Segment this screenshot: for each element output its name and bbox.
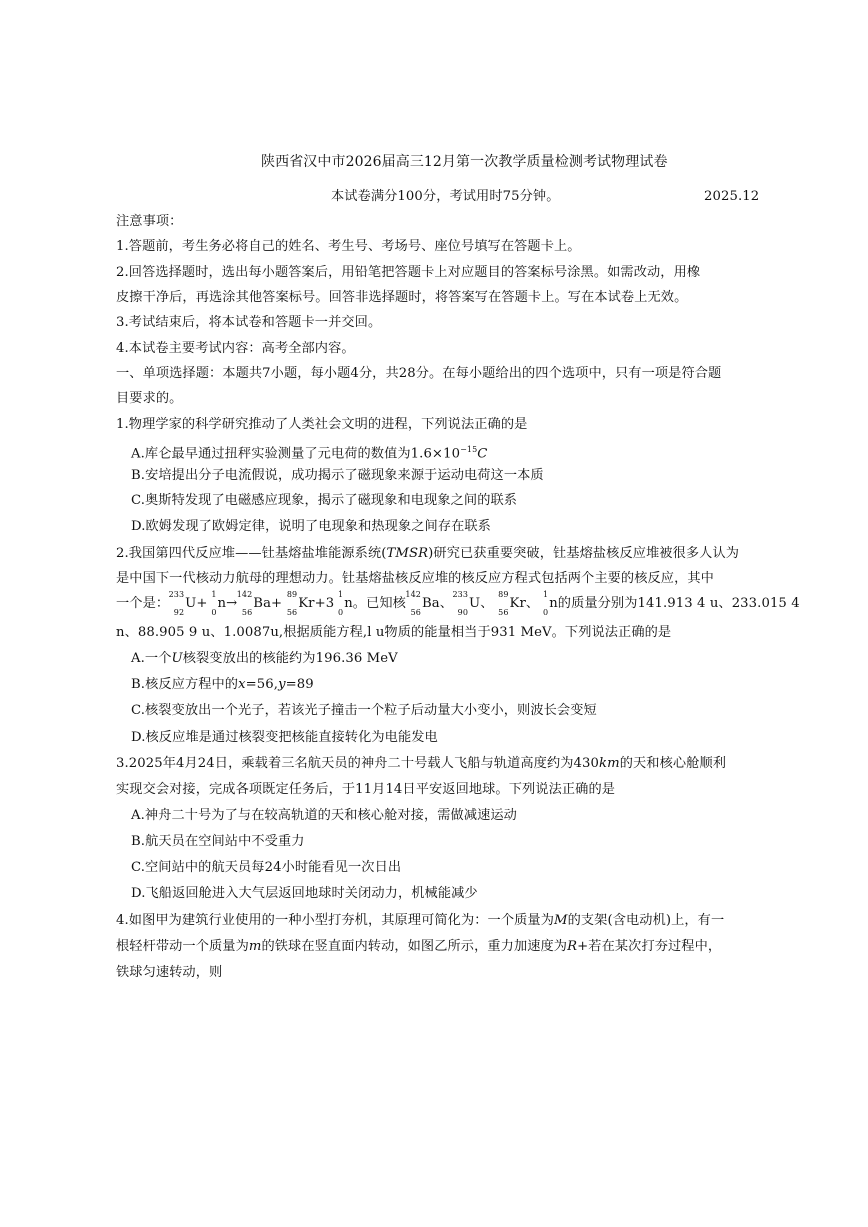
page-title: 陕西省汉中市2026届高三12月第一次教学质量检测考试物理试卷	[261, 154, 668, 170]
section-heading: 一、单项选择题：本题共7小题，每小题4分，共28分。在每小题给出的四个选项中，只有一项是符合题	[116, 366, 722, 381]
notice-item-4: 4.本试卷主要考试内容：高考全部内容。	[116, 341, 355, 356]
q4-stem-line3: 铁球匀速转动，则	[116, 965, 223, 980]
q1-option-a-text: A.库仑最早通过扭秤实验测量了元电荷的数值为1.6×10	[131, 446, 461, 462]
q1-option-a	[131, 441, 487, 463]
q3-stem-line2: 实现交会对接，完成各项既定任务后，于11月14日平安返回地球。下列说法正确的是	[116, 782, 616, 797]
notice-item-2: 2.回答选择题时，选出每小题答案后，用铅笔把答题卡上对应题目的答案标号涂黑。如需改动，用橡	[116, 265, 701, 280]
q1-option-b: B.安培提出分子电流假说，成功揭示了磁现象来源于运动电荷这一本质	[131, 468, 544, 483]
q1-stem: 1.物理学家的科学研究推动了人类社会文明的进程，下列说法正确的是	[116, 417, 528, 432]
exam-info: 本试卷满分100分，考试用时75分钟。	[331, 189, 560, 204]
nuclide-n: 1 0	[211, 589, 217, 617]
nuclide-kr-symbol: Kr	[298, 596, 315, 611]
q2-stem-line4: n、88.905 9 u、1.0087u,根据质能方程,l u物质的能量相当于931 MeV。下列说法正确的是	[116, 625, 672, 640]
q2-eq-prefix: 一个是：	[116, 596, 170, 611]
q2-stem-line2: 是中国下一代核动力航母的理想动力。钍基熔盐核反应堆的核反应方程式包括两个主要的核反应，其中	[116, 571, 714, 586]
nuclide-n-symbol: n	[217, 596, 227, 611]
q1-option-a-exponent: −15	[460, 445, 478, 454]
notice-item-1: 1.答题前，考生务必将自己的姓名、考生号、考场号、座位号填写在答题卡上。	[116, 239, 581, 254]
nuclide-ba: 142 56	[236, 589, 253, 617]
q1-option-c: C.奥斯特发现了电磁感应现象，揭示了磁现象和电现象之间的联系	[131, 493, 518, 508]
q3-option-a: A.神舟二十号为了与在较高轨道的天和核心舱对接，需做减速运动	[131, 808, 517, 823]
nuclide-ba2: 142 56	[405, 589, 421, 617]
q3-stem-line1: 3.2025年4月24日，乘载着三名航天员的神舟二十号载人飞船与轨道高度约为430km的天和核心舱顺利	[116, 756, 727, 771]
q2-tmsr: TMSR	[386, 546, 429, 561]
notice-item-3: 3.考试结束后，将本试卷和答题卡一并交回。	[116, 315, 382, 330]
q2-option-b: B.核反应方程中的x=56,y=89	[131, 677, 314, 692]
q1-option-a-unit: C	[477, 446, 488, 462]
nuclide-kr2: 89 56	[498, 589, 509, 617]
q3-option-c: C.空间站中的航天员每24小时能看见一次日出	[131, 860, 402, 875]
q2-mass-text: 的质量分别为141.913 4 u、233.015 4	[557, 596, 800, 611]
notice-heading: 注意事项：	[116, 214, 183, 229]
q2-stem-text-cont: )研究已获重要突破，钍基熔盐核反应堆被很多人认为	[428, 546, 740, 561]
nuclide-n2: 1 0	[338, 589, 344, 617]
exam-date: 2025.12	[704, 189, 760, 204]
q2-option-c: C.核裂变放出一个光子，若该光子撞击一个粒子后动量大小变小，则波长会变短	[131, 703, 597, 718]
notice-item-2-cont: 皮擦干净后，再选涂其他答案标号。回答非选择题时，将答案写在答题卡上。写在本试卷上无效。	[116, 290, 688, 305]
q2-equation-line: 一个是： 233 92 U+ 1 0 n→ 142 56 Ba+ 89 56 Kr+3 1 0 n。已知核 142 56 Ba、 233 90 U、 89 56 Kr、 1 0 n的质量分别为141.913 4 u、233.015 4	[116, 589, 800, 617]
section-heading-cont: 目要求的。	[116, 391, 183, 406]
q2-option-a: A.一个U核裂变放出的核能约为196.36 MeV	[131, 651, 398, 666]
q4-stem-line2: 根轻杆带动一个质量为m的铁球在竖直面内转动，如图乙所示，重力加速度为R+若在某次打夯过程中，	[116, 939, 722, 954]
q4-stem-line1: 4.如图甲为建筑行业使用的一种小型打夯机，其原理可简化为：一个质量为M的支架(含电动机)上，有一	[116, 913, 725, 928]
nuclide-u-symbol: U	[185, 596, 197, 611]
q2-stem-text: 2.我国第四代反应堆——钍基熔盐堆能源系统(	[116, 546, 387, 561]
reaction-arrow: →	[226, 596, 238, 611]
nuclide-u: 233 92	[168, 589, 185, 617]
nuclide-kr: 89 56	[286, 589, 298, 617]
q3-option-b: B.航天员在空间站中不受重力	[131, 834, 305, 849]
nuclide-u2: 233 90	[452, 589, 469, 617]
q1-option-d: D.欧姆发现了欧姆定律，说明了电现象和热现象之间存在联系	[131, 519, 491, 534]
nuclide-n3: 1 0	[542, 589, 549, 617]
q2-option-d: D.核反应堆是通过核裂变把核能直接转化为电能发电	[131, 730, 438, 745]
q3-option-d: D.飞船返回舱进入大气层返回地球时关闭动力，机械能减少	[131, 886, 478, 901]
nuclide-ba-symbol: Ba	[253, 596, 272, 611]
q2-stem-line1	[116, 545, 739, 563]
